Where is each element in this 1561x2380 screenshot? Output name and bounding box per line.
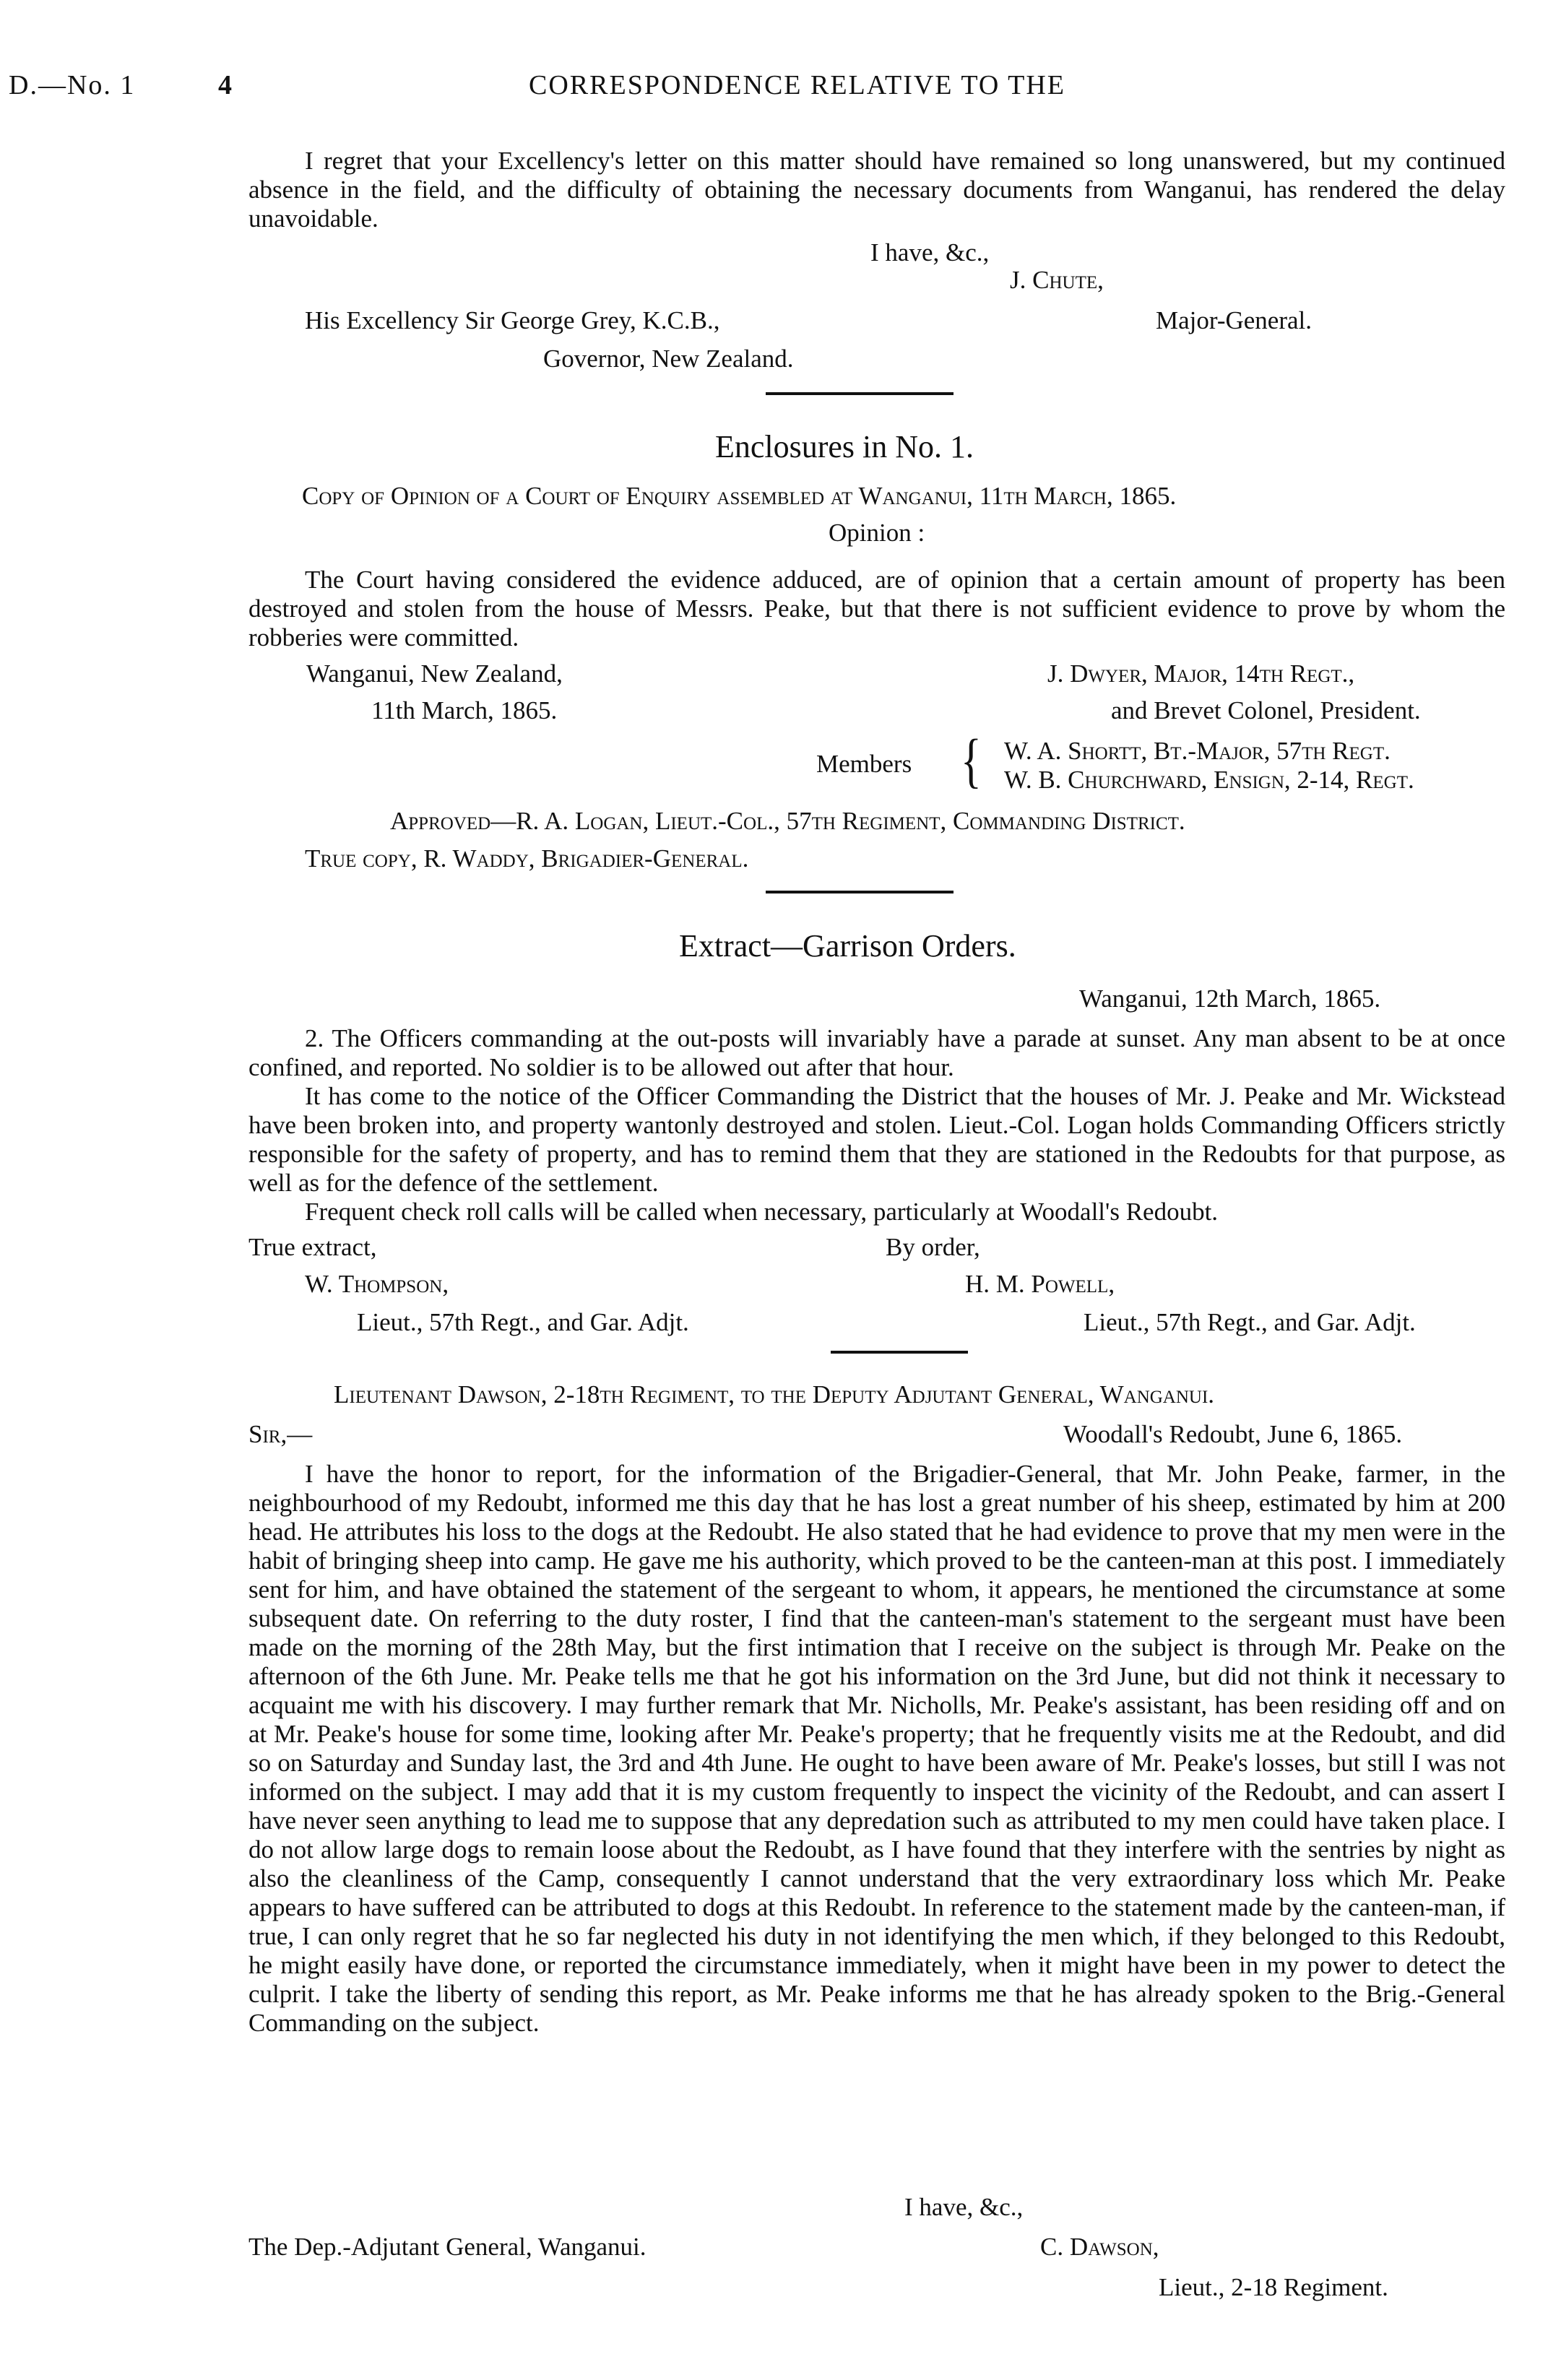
garrison-left-name: W. Thompson,: [305, 1270, 449, 1298]
by-order: By order,: [886, 1233, 980, 1261]
enclosures-heading: Enclosures in No. 1.: [715, 429, 974, 464]
section-divider: [831, 1351, 968, 1354]
section-divider: [766, 891, 954, 893]
page-number: 4: [218, 70, 233, 100]
letter2-place-date: Woodall's Redoubt, June 6, 1865.: [1063, 1420, 1403, 1448]
running-title: CORRESPONDENCE RELATIVE TO THE: [529, 70, 1065, 100]
letter1-body: I regret that your Excellency's letter on this matter should have remained so long unanswered, but my continued absence in the field, and the difficulty of obtaining the necessary documents from Wanganui, has rendered the delay unavoidable.: [248, 147, 1505, 233]
member1: W. A. Shortt, Bt.-Major, 57th Regt.: [1004, 737, 1391, 765]
members-label: Members: [816, 750, 912, 778]
garrison-para2: It has come to the notice of the Officer Commanding the District that the houses of Mr. J. Peake and Mr. Wickstead have been broken into, and property wantonly destroyed and stolen. Lieut.-Col. Logan holds Commanding Officers strictly responsible for the safety of property, and has to remind them that they are stationed in the Redoubts for that purpose, as well as for the defence of the settlement.: [248, 1082, 1505, 1197]
court-title: Copy of Opinion of a Court of Enquiry assembled at Wanganui, 11th March, 1865.: [302, 482, 1177, 510]
letter1-signature-name: J. Chute,: [1010, 266, 1104, 294]
court-date: 11th March, 1865.: [371, 696, 558, 724]
letter2-signature-rank: Lieut., 2-18 Regiment.: [1159, 2273, 1388, 2301]
garrison-right-name: H. M. Powell,: [965, 1270, 1115, 1298]
garrison-right-rank: Lieut., 57th Regt., and Gar. Adjt.: [1084, 1308, 1416, 1336]
letter1-signature-title: Major-General.: [1156, 306, 1312, 334]
letter1-addressee-line1: His Excellency Sir George Grey, K.C.B.,: [305, 306, 720, 334]
opinion-label: Opinion :: [829, 519, 925, 547]
garrison-para1: 2. The Officers commanding at the out-posts will invariably have a parade at sunset. Any man absent to be at once confined, and reported. No soldier is to be allowed out after that hour.: [248, 1024, 1505, 1081]
member2: W. B. Churchward, Ensign, 2-14, Regt.: [1004, 766, 1414, 794]
letter1-addressee-line2: Governor, New Zealand.: [543, 345, 794, 373]
section-divider: [766, 392, 954, 395]
true-copy-line: True copy, R. Waddy, Brigadier-General.: [305, 844, 749, 873]
approved-line: Approved—R. A. Logan, Lieut.-Col., 57th Regiment, Commanding District.: [390, 807, 1185, 835]
letter2-signature-name: C. Dawson,: [1040, 2233, 1159, 2261]
members-brace: {: [961, 727, 982, 795]
president-line1: J. Dwyer, Major, 14th Regt.,: [1047, 659, 1355, 688]
letter2-closing: I have, &c.,: [904, 2193, 1024, 2221]
letter2-salutation: Sir,—: [248, 1420, 313, 1448]
document-reference: D.—No. 1: [9, 70, 136, 100]
garrison-heading: Extract—Garrison Orders.: [679, 928, 1016, 964]
true-extract: True extract,: [248, 1233, 377, 1261]
letter1-closing: I have, &c.,: [870, 238, 990, 267]
court-place: Wanganui, New Zealand,: [306, 659, 563, 688]
garrison-left-rank: Lieut., 57th Regt., and Gar. Adjt.: [357, 1308, 689, 1336]
president-line2: and Brevet Colonel, President.: [1111, 696, 1421, 724]
letter2-body: I have the honor to report, for the information of the Brigadier-General, that Mr. John Peake, farmer, in the neighbourhood of my Redoubt, informed me this day that he has lost a great number of his sheep, estimated by him at 200 head. He attributes his loss to the dogs at the Redoubt. He also stated that he had evidence to prove that my men were in the habit of bringing sheep into camp. He gave me his authority, which proved to be the canteen-man at this post. I immediately sent for him, and have obtained the statement of the sergeant to whom, it appears, he mentioned the circumstance at some subsequent date. On referring to the duty roster, I find that the canteen-man's statement to the sergeant must have been made on the morning of the 28th May, but the first intimation that I receive on the subject is through Mr. Peake on the afternoon of the 6th June. Mr. Peake tells me that he got his information on the 3rd June, but did not think it necessary to acquaint me with his discovery. I may further remark that Mr. Nicholls, Mr. Peake's assistant, has been residing off and on at Mr. Peake's house for some time, looking after Mr. Peake's property; that he frequently visits me at the Redoubt, and did so on Saturday and Sunday last, the 3rd and 4th June. He ought to have been aware of Mr. Peake's losses, but still I was not informed on the subject. I may add that it is my custom frequently to inspect the vicinity of the Redoubt, and can assert I have never seen anything to lead me to suppose that any depredation such as attributed to my men could have taken place. I do not allow large dogs to remain loose about the Redoubt, as I have found that they interfere with the sentries by night as also the cleanliness of the Camp, consequently I cannot understand that the very extraordinary loss which Mr. Peake appears to have suffered can be attributed to dogs at this Redoubt. In reference to the statement made by the canteen-man, if true, I can only regret that he so far neglected his duty in not identifying the men which, if they belonged to this Redoubt, he might easily have done, or reported the circumstance immediately, when it might have been in my power to detect the culprit. I take the liberty of sending this report, as Mr. Peake informs me that he has already spoken to the Brig.-General Commanding on the subject.: [248, 1460, 1505, 2037]
letter2-title: Lieutenant Dawson, 2-18th Regiment, to the Deputy Adjutant General, Wanganui.: [334, 1380, 1215, 1408]
garrison-para3: Frequent check roll calls will be called when necessary, particularly at Woodall's Redoubt.: [305, 1198, 1219, 1226]
opinion-body: The Court having considered the evidence adduced, are of opinion that a certain amount of property has been destroyed and stolen from the house of Messrs. Peake, but that there is not sufficient evidence to prove by whom the robberies were committed.: [248, 566, 1505, 652]
letter2-addressee: The Dep.-Adjutant General, Wanganui.: [248, 2233, 647, 2261]
garrison-date: Wanganui, 12th March, 1865.: [1079, 985, 1381, 1013]
